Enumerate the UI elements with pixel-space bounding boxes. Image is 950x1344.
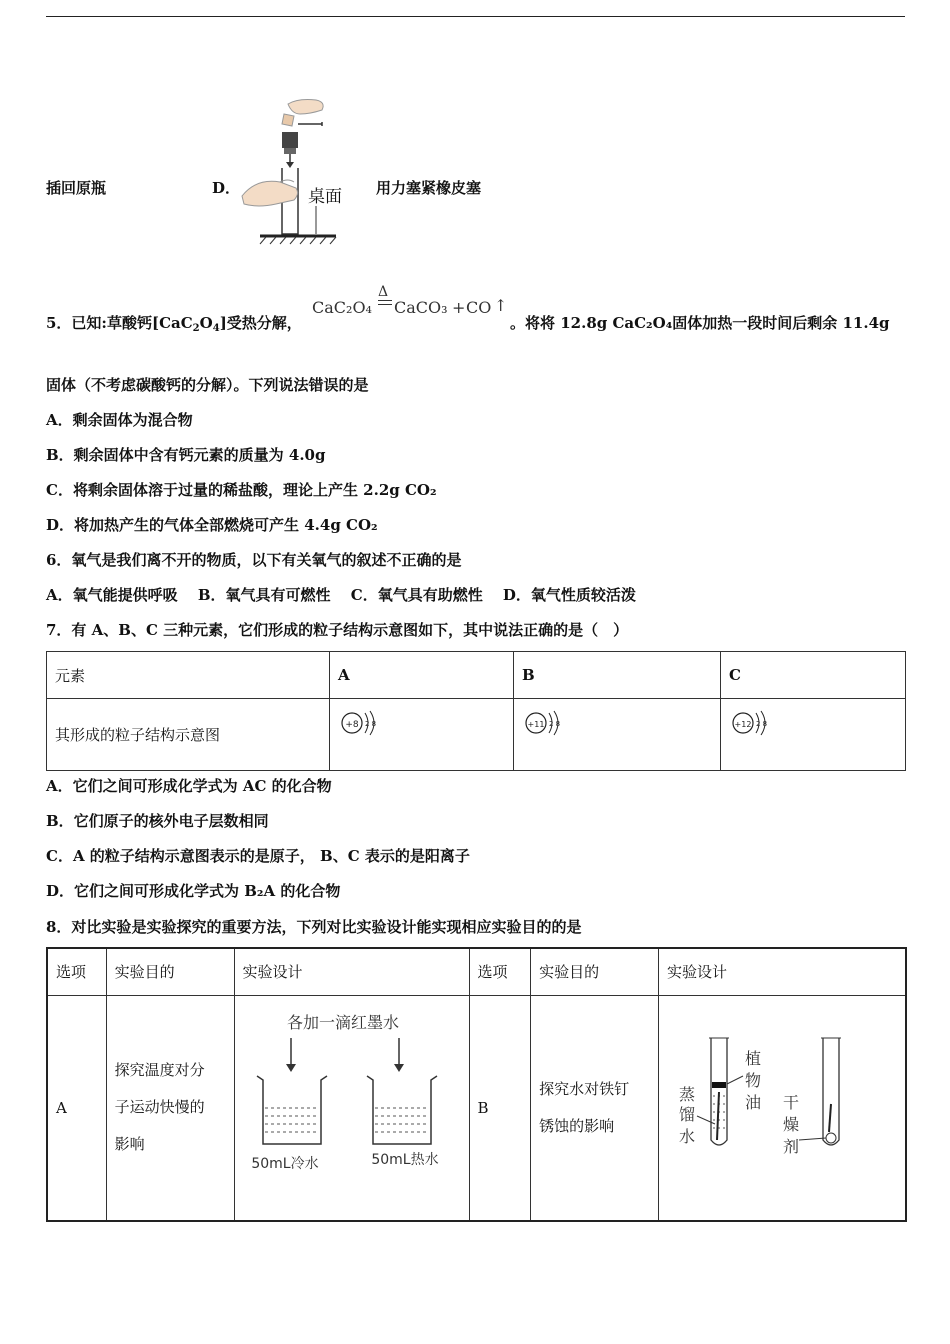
q8-header-purpose-2: 实验目的 [531,948,659,995]
q4-option-d-label: D． [212,179,241,197]
atom-a-shells: 2 8 [365,720,377,728]
q6-options: A．氧气能提供呼吸 B．氧气具有可燃性 C．氧气具有助燃性 D．氧气性质较活泼 [46,586,636,604]
q7-option-b: B．它们原子的核外电子层数相同 [46,812,269,830]
eq-plus: + [452,298,466,317]
eq-product2: CO [466,298,492,317]
q5-stem-a: 5．已知:草酸钙$[CaC_2O_4]$受热分解， [46,314,302,334]
q5-stem-c: 固体（不考虑碳酸钙的分解）。下列说法错误的是 [46,376,369,394]
q7-header-element: 元素 [47,652,330,699]
atom-a-svg [338,709,398,739]
beaker-hot-label: 50mL热水 [370,1151,439,1168]
q8-a-purpose [106,995,234,1221]
q8-b-purpose-line: 锈蚀的影响 [539,1116,615,1135]
water-char: 馏 [679,1104,696,1124]
dryer-char: 燥 [783,1114,800,1134]
q5-option-a: A．剩余固体为混合物 [46,411,193,429]
atom-b-svg [522,709,582,739]
beaker-cold-label: 50mL冷水 [250,1155,319,1172]
atom-c-shells: 2 8 [756,720,768,728]
q4-left-text: 插回原瓶 [46,179,107,197]
q5-stem-b: 。将将 12.8g CaC₂O₄固体加热一段时间后剩余 11.4g [510,314,890,332]
q8-body-row [47,995,906,1221]
eq-reactant: CaC₂O₄ [312,298,372,317]
q8-header-option-2: 选项 [469,948,531,995]
q8-a-purpose-line: 影响 [114,1135,145,1153]
q8-option-b: B [469,995,531,1221]
oil-char: 物 [745,1070,762,1090]
q8-a-purpose-line: 探究温度对分 [114,1061,205,1079]
beaker-svg [235,996,469,1216]
water-char: 水 [679,1126,696,1146]
q7-stem: 7．有 A、B、C 三种元素，它们形成的粒子结构示意图如下，其中说法正确的是（ ） [46,621,629,639]
q8-table [46,947,907,1222]
q7-option-d: D．它们之间可形成化学式为 B₂A 的化合物 [46,882,341,900]
beaker-figure [234,995,469,1221]
q4-right-text: 用力塞紧橡皮塞 [376,179,482,197]
atom-diagram-b [514,699,721,771]
atom-diagram-c [721,699,906,771]
eq-condition: Δ [378,284,389,300]
q5-option-b: B．剩余固体中含有钙元素的质量为 4.0g [46,446,326,464]
nail-figure [659,995,907,1221]
dryer-char: 剂 [783,1136,800,1156]
q8-header-row [47,948,906,995]
reaction-equation [312,286,512,326]
atom-a-nucleus: +8 [345,720,359,730]
table-label: 桌面 [308,187,342,207]
q8-a-purpose-line: 子运动快慢的 [114,1098,205,1116]
q7-header-b: B [514,652,721,699]
atom-c-nucleus: +12 [734,720,752,729]
q8-b-purpose-line: 探究水对铁钉 [539,1079,630,1098]
q7-diagram-row [47,699,906,771]
q7-row-label: 其形成的粒子结构示意图 [47,699,330,771]
q8-b-purpose [531,995,659,1221]
q8-header-design-1: 实验设计 [234,948,469,995]
q8-header-design-2: 实验设计 [659,948,907,995]
dryer-char: 干 [783,1092,800,1112]
header-rule [46,16,905,17]
q8-header-option-1: 选项 [47,948,106,995]
eq-product1: CaCO₃ [394,298,448,317]
q7-header-c: C [721,652,906,699]
eq-gas-arrow: ↑ [494,296,508,315]
beaker-title: 各加一滴红墨水 [286,1012,399,1032]
eq-equals [378,300,392,305]
water-char: 蒸 [679,1084,696,1104]
atom-b-nucleus: +11 [527,720,545,729]
q6-stem: 6．氧气是我们离不开的物质，以下有关氧气的叙述不正确的是 [46,551,462,569]
q7-header-row [47,652,906,699]
stopper-figure [236,96,346,246]
q8-option-a: A [47,995,106,1221]
atom-diagram-a [330,699,514,771]
atom-b-shells: 2 8 [549,720,561,728]
q8-header-purpose-1: 实验目的 [106,948,234,995]
nail-svg [659,996,905,1216]
atom-c-svg [729,709,789,739]
oil-char: 油 [745,1092,762,1112]
q7-table [46,651,906,771]
q5-option-d: D．将加热产生的气体全部燃烧可产生 4.4g CO₂ [46,516,378,534]
q7-option-a: A．它们之间可形成化学式为 AC 的化合物 [46,777,332,795]
q7-option-c: C．A 的粒子结构示意图表示的是原子， B、C 表示的是阳离子 [46,847,470,865]
q8-stem: 8．对比实验是实验探究的重要方法，下列对比实验设计能实现相应实验目的的是 [46,918,582,936]
oil-char: 植 [745,1048,762,1068]
q7-header-a: A [330,652,514,699]
q5-option-c: C．将剩余固体溶于过量的稀盐酸，理论上产生 2.2g CO₂ [46,481,437,499]
